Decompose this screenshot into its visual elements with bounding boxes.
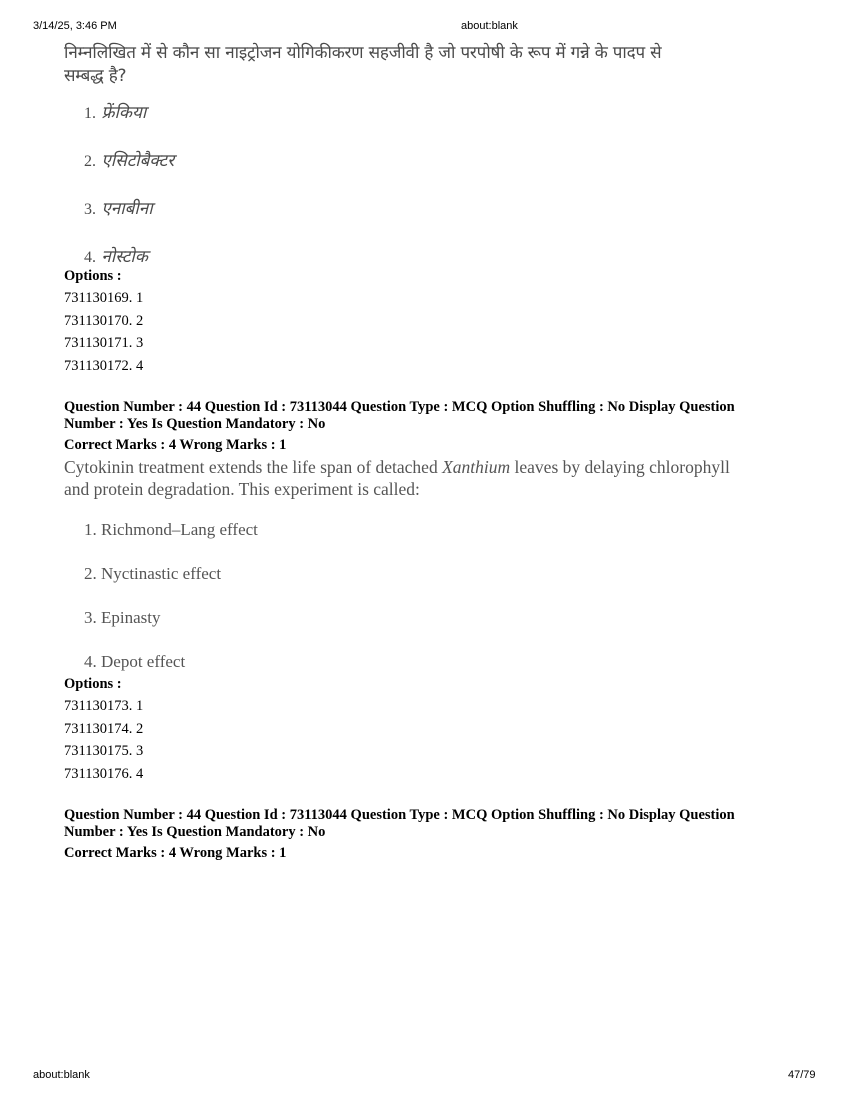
choice-text: फ्रेंकिया [101,103,147,123]
options-list [64,695,804,785]
choice-2 [84,564,804,608]
choice-4 [84,244,804,268]
choice-text: नोस्टोक [101,247,148,267]
choice-number: 2. [84,564,97,583]
question-2-text [64,456,804,500]
choice-text: Richmond–Lang effect [101,520,258,539]
question-1 [64,42,804,377]
question-2-line-2: and protein degradation. This experiment is called: [64,479,420,499]
question-2-text-b: leaves by delaying chlorophyll [510,457,730,477]
choice-text: एसिटोबैक्टर [101,151,175,171]
question-1-line-1: निम्नलिखित में से कौन सा नाइट्रोजन योगिकीकरण सहजीवी है जो परपोषी के रूप में गन्ने के पादप से [64,43,662,63]
question-meta [64,807,804,841]
question-2-italic-term: Xanthium [442,457,511,477]
option-id: 731130172. 4 [64,357,144,374]
choice-2 [84,148,804,196]
option-id: 731130175. 3 [64,743,144,759]
choice-text: Nyctinastic effect [101,564,222,583]
question-meta-line-1: Question Number : 44 Question Id : 73113044 Question Type : MCQ Option Shuffling : No Display Question [64,807,735,823]
choice-3 [84,196,804,244]
question-2-line-1 [64,456,804,478]
options-label: Options : [64,676,122,692]
question-meta-line-2: Number : Yes Is Question Mandatory : No [64,824,326,840]
footer-url: about:blank [33,1069,90,1081]
options-label: Options : [64,268,122,284]
page-content [64,42,804,862]
option-id: 731130171. 3 [64,335,144,351]
choice-1 [84,100,804,148]
choice-text: Depot effect [101,652,186,671]
question-2 [64,399,804,785]
question-1-line-2: सम्बद्ध है? [64,66,127,86]
question-meta-line-2: Number : Yes Is Question Mandatory : No [64,416,326,432]
choice-1 [84,520,804,564]
question-1-choices [64,100,804,268]
options-list [64,287,804,377]
choice-number: 4. [84,249,96,266]
choice-number: 3. [84,201,96,218]
choice-3 [84,608,804,652]
question-meta-line-1: Question Number : 44 Question Id : 73113044 Question Type : MCQ Option Shuffling : No Display Question [64,399,735,415]
option-id: 731130173. 1 [64,698,144,714]
page-number: 47/79 [788,1069,816,1081]
option-id: 731130176. 4 [64,765,144,782]
question-2-text-a: Cytokinin treatment extends the life span of detached [64,457,443,477]
choice-number: 2. [84,153,96,170]
print-url: about:blank [461,20,518,32]
choice-number: 1. [84,520,97,539]
option-id: 731130170. 2 [64,312,144,329]
question-meta [64,399,804,433]
choice-number: 3. [84,608,97,627]
question-1-text [64,42,804,88]
choice-text: Epinasty [101,608,161,627]
option-id: 731130169. 1 [64,290,144,306]
question-2-choices [64,520,804,674]
question-marks: Correct Marks : 4 Wrong Marks : 1 [64,845,287,861]
question-3 [64,807,804,862]
choice-4 [84,652,804,674]
option-id: 731130174. 2 [64,720,144,737]
question-marks: Correct Marks : 4 Wrong Marks : 1 [64,437,287,453]
print-datetime: 3/14/25, 3:46 PM [33,20,117,32]
choice-number: 1. [84,105,96,122]
choice-text: एनाबीना [101,199,153,219]
choice-number: 4. [84,652,97,671]
